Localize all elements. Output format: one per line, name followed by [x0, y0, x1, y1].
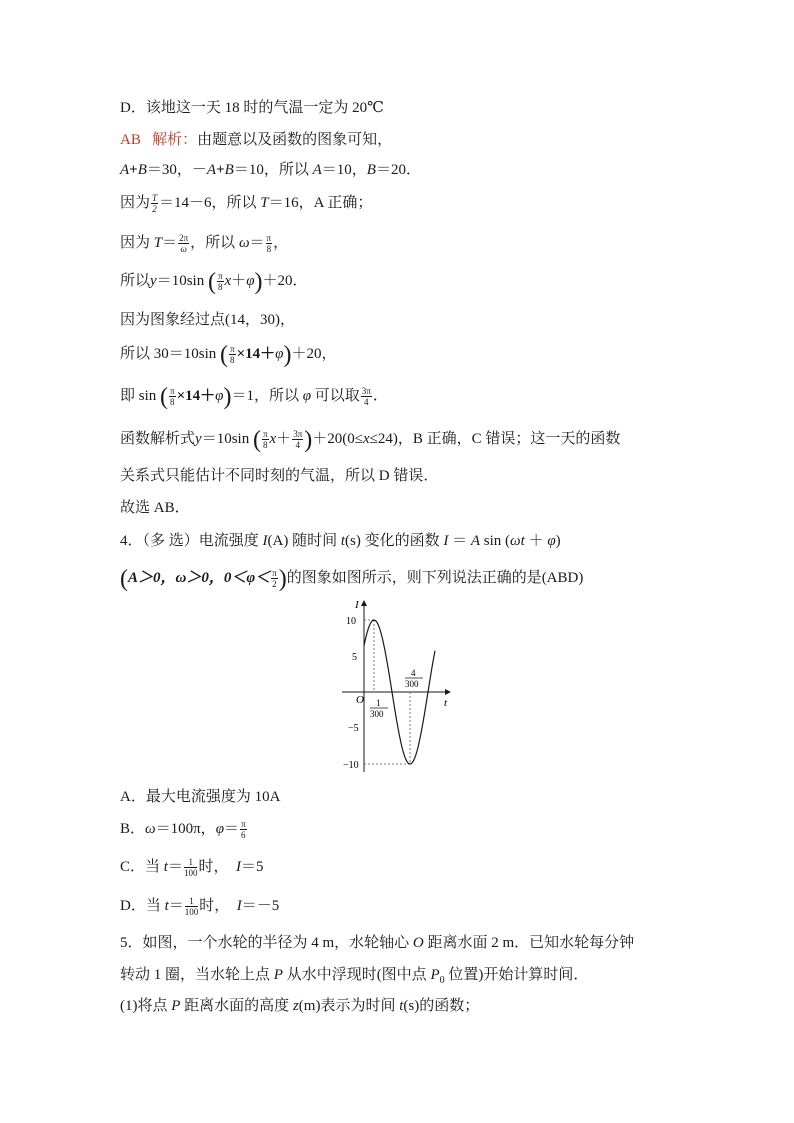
text: ＝ [224, 821, 240, 837]
eq-text: ＝30，－ [146, 162, 207, 178]
text: ， [273, 235, 289, 251]
solution-line-8 [120, 427, 621, 453]
var-b: B [137, 162, 147, 178]
text: 从水中浮现时(图中点 [282, 967, 431, 983]
text: (s) 变化的函数 [345, 533, 444, 549]
paren-open: ( [207, 269, 216, 295]
text: ＝10sin [201, 431, 250, 447]
text: ≤24)，B 正确，C 错误；这一天的函数 [369, 431, 621, 447]
paren-close: ) [254, 269, 263, 295]
frac-den: 2 [272, 579, 277, 590]
text: ＋20(0≤ [312, 431, 363, 447]
text: 所以 30＝10sin [120, 346, 217, 362]
frac-num: π [170, 386, 175, 397]
q4-option-c [120, 857, 263, 878]
solution-line-3 [120, 233, 288, 254]
y-axis-label: I [355, 599, 359, 611]
x-label-1-num: 1 [376, 698, 381, 708]
paren-open: ( [252, 427, 261, 453]
text: ＋ [231, 273, 247, 289]
text: 的图象如图所示，则下列说法正确的是(ABD) [286, 570, 584, 586]
solution-line-5: 因为图象经过点(14，30)， [120, 312, 295, 328]
text: ，所以 [190, 235, 239, 251]
jiexi-label: 解析： [152, 132, 198, 148]
q5-line-3 [120, 996, 479, 1016]
q4-option-a: A．最大电流强度为 10A [120, 789, 281, 805]
solution-line-6 [120, 342, 337, 368]
text: ×14＋ [236, 346, 276, 362]
var-p0: P [430, 967, 440, 983]
q5-line-2 [120, 965, 588, 991]
text: ＝ [448, 533, 471, 549]
var-a: A [470, 533, 481, 549]
frac-num: 1 [185, 896, 199, 907]
frac-den: 100 [183, 868, 198, 879]
origin-label: O [356, 694, 364, 706]
var-t: T [260, 195, 269, 211]
text: ＋20． [262, 273, 308, 289]
var-z: z [292, 998, 299, 1014]
text: 距离水面的高度 [180, 998, 293, 1014]
var-phi: φ [275, 346, 284, 362]
x-axis-arrow [445, 689, 451, 695]
text: 函数解析式 [120, 431, 196, 447]
frac-num: 2π [179, 233, 189, 244]
var-x: x [269, 431, 277, 447]
option-d-text: D．该地这一天 18 时的气温一定为 20℃ [120, 100, 384, 116]
text: ×14＋ [176, 388, 216, 404]
var-i: I [235, 859, 241, 875]
text: 时， [199, 898, 230, 914]
text: 时， [198, 859, 229, 875]
var-omega: ω [238, 235, 250, 251]
y-tick-neg5: −5 [348, 723, 359, 734]
fraction [151, 193, 158, 214]
paren-open: ( [120, 566, 128, 592]
q4-option-d [120, 896, 279, 917]
text: 因为 [120, 235, 154, 251]
var-i: I [262, 533, 268, 549]
paren-close: ) [278, 566, 287, 592]
solution-line-2 [120, 193, 372, 214]
solution-line-7 [120, 384, 388, 410]
text: D．当 [120, 898, 165, 914]
var-i: I [236, 898, 242, 914]
var-b: B [224, 162, 234, 178]
q4-option-b [120, 819, 248, 840]
var-p: P [171, 998, 181, 1014]
fraction [169, 386, 176, 407]
text: (m)表示为时间 [298, 998, 400, 1014]
x-axis-label: t [444, 697, 448, 709]
text: ＝ [249, 235, 265, 251]
paren-close: ) [283, 342, 292, 368]
frac-den: 6 [241, 830, 246, 841]
text: 4．（多 选）电流强度 [120, 533, 263, 549]
var-t: t [340, 533, 346, 549]
sine-graph [340, 596, 460, 774]
frac-den: 8 [262, 440, 268, 451]
solution-header [120, 130, 392, 150]
text: 因为 [120, 195, 151, 211]
fraction [292, 429, 303, 450]
frac-den: 4 [364, 397, 369, 408]
var-o: O [412, 935, 424, 951]
solution-line-1 [120, 160, 421, 180]
op-plus: + [129, 162, 138, 178]
var-omega-t: ωt [510, 533, 525, 549]
solution-line-9: 关系式只能估计不同时刻的气温，所以 D 错误． [120, 468, 439, 484]
y-tick-10: 10 [346, 616, 356, 627]
q4-stem-line-2 [120, 566, 584, 592]
paren-open: ( [220, 342, 229, 368]
text: B． [120, 821, 146, 837]
text: (s)的函数； [403, 998, 480, 1014]
paren-close: ) [223, 384, 232, 410]
text: 转动 1 圈，当水轮上点 [120, 967, 274, 983]
fraction [361, 386, 372, 407]
jiexi-text: 由题意以及函数的图象可知， [197, 132, 393, 148]
text: ＝ [167, 859, 183, 875]
frac-num: π [217, 271, 223, 282]
eq-text: ＝10， [321, 162, 367, 178]
q4-stem-line-1 [120, 531, 561, 551]
text: (A) 随时间 [267, 533, 341, 549]
text: ＝5 [240, 859, 264, 875]
frac-num: π [262, 429, 268, 440]
frac-den: 2 [152, 204, 157, 215]
var-p: P [273, 967, 283, 983]
var-a: A [120, 162, 130, 178]
var-phi: φ [246, 273, 255, 289]
var-x: x [362, 431, 370, 447]
frac-den: 8 [170, 397, 175, 408]
text: 距离水面 2 m．已知水轮每分钟 [423, 935, 635, 951]
text: ＋20， [291, 346, 337, 362]
frac-den: ω [180, 244, 187, 255]
var-a: A [312, 162, 322, 178]
text: 即 sin [120, 388, 157, 404]
paren-close: ) [304, 427, 313, 453]
text: 可以取 [311, 388, 360, 404]
x-label-1-den: 300 [370, 709, 384, 719]
frac-num: 3π [361, 386, 371, 397]
text: C．当 [120, 859, 164, 875]
y-tick-neg10: −10 [343, 760, 359, 771]
var-phi: φ [302, 388, 312, 404]
var-t: t [163, 859, 168, 875]
text: ＝100π， [155, 821, 216, 837]
paren-open: ( [160, 384, 169, 410]
frac-num: π [266, 233, 272, 244]
text: ＝－5 [241, 898, 280, 914]
var-t: T [153, 235, 163, 251]
frac-den: 4 [295, 440, 300, 451]
answer-label: AB [120, 132, 141, 148]
frac-den: 8 [266, 244, 272, 255]
text: ＝16，A 正确； [268, 195, 373, 211]
solution-line-4 [120, 269, 308, 295]
y-axis-arrow [361, 600, 367, 606]
text: ＝14－6，所以 [159, 195, 261, 211]
fraction [184, 857, 198, 878]
var-phi: φ [547, 533, 556, 549]
frac-den: 8 [217, 282, 223, 293]
op-plus: + [216, 162, 225, 178]
fraction [262, 429, 269, 450]
fraction [217, 271, 224, 292]
var-i: I [443, 533, 449, 549]
text: ＝10sin [156, 273, 205, 289]
var-b: B [366, 162, 376, 178]
text: ＝ [162, 235, 178, 251]
var-y: y [150, 273, 157, 289]
text: sin ( [480, 533, 511, 549]
frac-den: 8 [230, 355, 235, 366]
subscript: 0 [439, 975, 445, 986]
frac-num: π [241, 819, 246, 830]
text: (1)将点 [120, 998, 172, 1014]
fraction [266, 233, 273, 254]
frac-num: π [230, 344, 235, 355]
frac-num: T [152, 193, 158, 204]
eq-text: ＝10，所以 [233, 162, 313, 178]
text: 位置)开始计算时间． [444, 967, 589, 983]
text: ) [555, 533, 561, 549]
solution-line-10: 故选 AB． [120, 500, 190, 516]
y-tick-5: 5 [352, 652, 357, 663]
text: 5．如图，一个水轮的半径为 4 m，水轮轴心 [120, 935, 413, 951]
var-t: t [399, 998, 404, 1014]
fraction [240, 819, 247, 840]
fraction [271, 568, 278, 589]
var-phi: φ [215, 388, 224, 404]
frac-num: 1 [184, 857, 198, 868]
fraction [229, 344, 236, 365]
var-y: y [195, 431, 202, 447]
condition: A＞0，ω＞0，0＜φ＜ [128, 570, 271, 586]
x-label-2-den: 300 [405, 679, 419, 689]
fraction [185, 896, 199, 917]
eq-text: ＝20． [375, 162, 421, 178]
var-omega: ω [145, 821, 156, 837]
text: ＋ [276, 431, 292, 447]
text: ＋ [524, 533, 548, 549]
var-a: A [206, 162, 217, 178]
frac-den: 100 [184, 907, 199, 918]
text: ＝1，所以 [231, 388, 303, 404]
fraction [178, 233, 189, 254]
frac-num: π [272, 568, 277, 579]
text: ． [372, 388, 388, 404]
x-label-2-num: 4 [411, 668, 416, 678]
q5-line-1 [120, 933, 634, 953]
var-t: t [164, 898, 169, 914]
text: ＝ [168, 898, 184, 914]
text: 所以 [120, 273, 151, 289]
frac-num: 3π [293, 429, 303, 440]
var-phi: φ [215, 821, 224, 837]
var-x: x [224, 273, 232, 289]
